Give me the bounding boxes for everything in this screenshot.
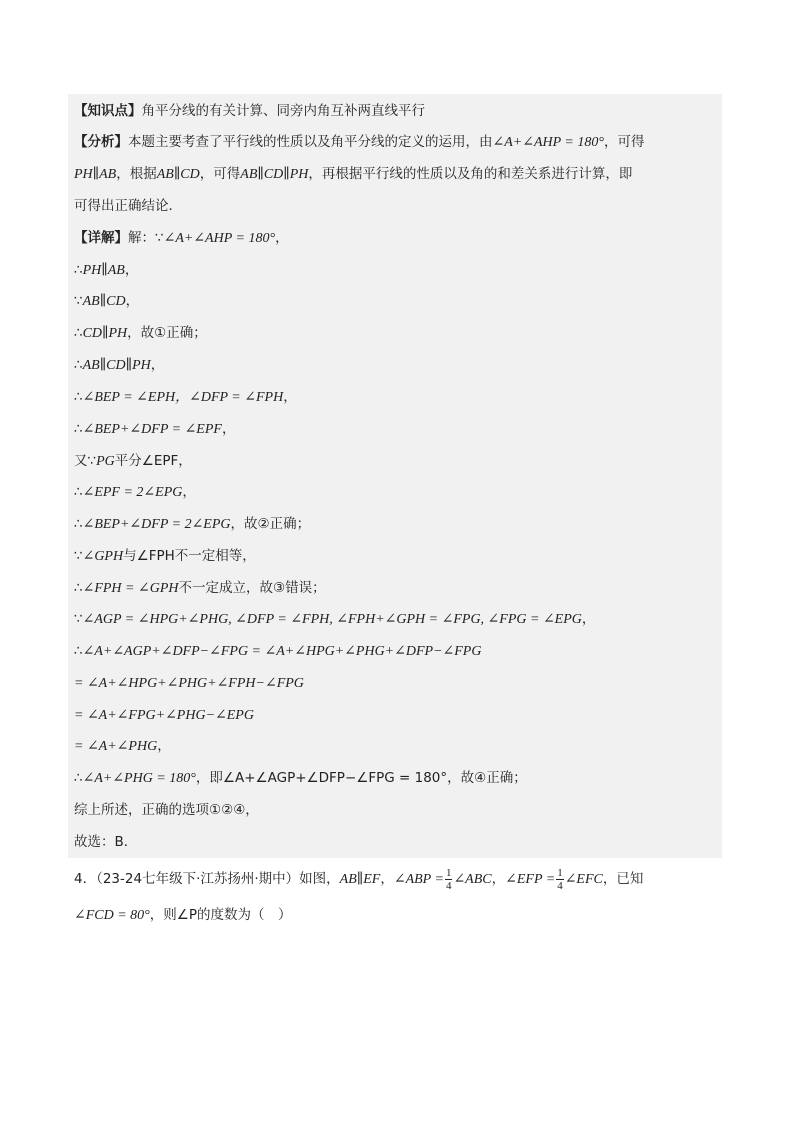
detail-line	[74, 670, 722, 696]
detail-line	[74, 543, 722, 569]
detail-text: ∴	[74, 516, 83, 532]
detail-text: ，故②正确；	[230, 516, 311, 532]
analysis-tag: 【分析】	[74, 134, 128, 150]
analysis-text: 本题主要考查了平行线的性质以及角平分线的定义的运用，由	[128, 134, 493, 150]
detail-math: = ∠A+∠PHG	[74, 739, 158, 754]
fraction-denominator: 4	[445, 879, 452, 892]
analysis-math: AB∥CD	[156, 167, 200, 182]
detail-math: PH∥AB	[82, 263, 125, 278]
detail-line	[74, 416, 722, 442]
detail-line	[74, 448, 722, 474]
analysis-text: ，根据	[116, 166, 157, 182]
detail-math: = ∠A+∠FPG+∠PHG−∠EPG	[74, 708, 254, 723]
question-number: 4．	[74, 871, 97, 887]
detail-text: ∵	[74, 548, 83, 564]
fraction-one-quarter	[445, 867, 453, 892]
detail-line	[74, 606, 722, 632]
knowledge-point-line	[74, 98, 722, 124]
detail-text: ∴	[74, 643, 83, 659]
detail-text: 又∵	[74, 453, 97, 469]
detail-line	[74, 638, 722, 664]
detail-text: ∴	[74, 770, 83, 786]
analysis-math: AB∥CD∥PH	[240, 167, 309, 182]
analysis-text: ，再根据平行线的性质以及角的和差关系进行计算，即	[308, 166, 633, 182]
question-text: ，已知	[602, 871, 644, 887]
detail-text: ，故①正确；	[127, 325, 207, 341]
detail-text: ，	[275, 230, 289, 246]
question-math: ∠EFC	[564, 872, 603, 887]
detail-line	[74, 257, 722, 283]
analysis-line-3	[74, 193, 722, 219]
fraction-one-quarter	[556, 867, 564, 892]
detail-math: PG	[96, 454, 115, 469]
detail-math: AB∥CD∥PH	[82, 358, 151, 373]
detail-text: ∴	[74, 484, 83, 500]
detail-text: ，	[150, 357, 165, 373]
question-text: 如图，	[299, 871, 340, 887]
knowledge-text: 角平分线的有关计算、同旁内角互补两直线平行	[141, 103, 425, 119]
analysis-text: 可得出正确结论．	[74, 198, 182, 214]
detail-text: ，	[221, 421, 236, 437]
detail-line	[74, 575, 722, 601]
detail-text: 不一定成立，故③错误；	[178, 580, 326, 596]
detail-text: ∴	[74, 262, 83, 278]
detail-math: CD∥PH	[82, 326, 128, 341]
question-math: ∠ABP =	[393, 872, 444, 887]
detail-line	[74, 225, 722, 251]
fraction-numerator: 1	[445, 866, 452, 879]
analysis-math: ∠A+∠AHP = 180°	[492, 135, 604, 150]
analysis-line-2	[74, 161, 722, 187]
detail-text: ，	[283, 389, 297, 405]
summary-text: 综上所述，正确的选项①②④，	[74, 802, 259, 818]
detail-line	[74, 288, 722, 314]
detail-text: ，	[124, 262, 139, 278]
detail-text: 平分∠EPF，	[114, 453, 192, 469]
detail-text: ∴	[74, 580, 83, 596]
detail-text: ，	[581, 611, 596, 627]
question-4-line-1	[74, 864, 734, 894]
question-math: ∠FCD = 80°	[74, 908, 150, 923]
analysis-math: PH∥AB	[74, 167, 117, 182]
question-math: ∠EFP =	[505, 872, 556, 887]
analysis-text: ，可得	[199, 166, 241, 182]
detail-line	[74, 479, 722, 505]
detail-math: ∠A+∠AGP+∠DFP−∠FPG = ∠A+∠HPG+∠PHG+∠DFP−∠FPG	[82, 644, 482, 659]
detail-line	[74, 733, 722, 759]
question-math: ∠ABC	[453, 872, 492, 887]
detail-line	[74, 765, 722, 791]
answer-text: 故选：B．	[74, 834, 138, 850]
detail-text: ∵	[74, 293, 83, 309]
detail-math: ∠AGP = ∠HPG+∠PHG, ∠DFP = ∠FPH, ∠FPH+∠GPH = ∠FPG, ∠FPG = ∠EPG	[82, 612, 582, 627]
analysis-text: ，可得	[603, 134, 645, 150]
detail-math: ∠A+∠PHG = 180°	[82, 771, 196, 786]
detail-tag: 【详解】	[74, 230, 128, 246]
detail-text: ，	[157, 738, 171, 754]
detail-text: ，即∠A+∠AGP+∠DFP−∠FPG = 180°，故④正确；	[195, 770, 527, 786]
detail-math: ∠EPF = 2∠EPG	[82, 485, 183, 500]
detail-text: ，	[182, 484, 196, 500]
detail-math: ∠A+∠AHP = 180°	[163, 231, 276, 246]
detail-line	[74, 352, 722, 378]
detail-line	[74, 511, 722, 537]
detail-text: ∴	[74, 421, 83, 437]
detail-math: ∠GPH	[82, 549, 124, 564]
knowledge-tag: 【知识点】	[74, 103, 142, 119]
detail-math: = ∠A+∠HPG+∠PHG+∠FPH−∠FPG	[74, 676, 304, 691]
question-4-line-2	[74, 900, 734, 930]
detail-math: ∠BEP+∠DFP = 2∠EPG	[82, 517, 231, 532]
question-math: AB∥EF	[339, 872, 381, 887]
detail-text: ∵	[74, 611, 83, 627]
fraction-numerator: 1	[557, 866, 563, 879]
detail-text: ∴	[74, 389, 83, 405]
detail-math: ∠BEP+∠DFP = ∠EPF	[82, 422, 222, 437]
analysis-line-1	[74, 129, 722, 155]
question-text: ，	[380, 871, 394, 887]
detail-text: 与∠FPH不一定相等，	[123, 548, 256, 564]
detail-text: 解：∵	[128, 230, 164, 246]
question-text: ，	[491, 871, 506, 887]
detail-math: ∠BEP = ∠EPH，∠DFP = ∠FPH	[82, 390, 284, 405]
question-source: （23-24七年级下·江苏扬州·期中）	[96, 871, 300, 887]
answer-line	[74, 829, 722, 855]
detail-text: ，	[125, 293, 140, 309]
detail-line	[74, 384, 722, 410]
summary-line	[74, 797, 722, 823]
fraction-denominator: 4	[557, 879, 563, 892]
detail-text: ∴	[74, 357, 83, 373]
detail-line	[74, 702, 722, 728]
question-text: ，则∠P的度数为（ ）	[149, 907, 292, 923]
detail-math: ∠FPH = ∠GPH	[82, 581, 179, 596]
detail-line	[74, 320, 722, 346]
detail-math: AB∥CD	[82, 294, 126, 309]
detail-text: ∴	[74, 325, 83, 341]
